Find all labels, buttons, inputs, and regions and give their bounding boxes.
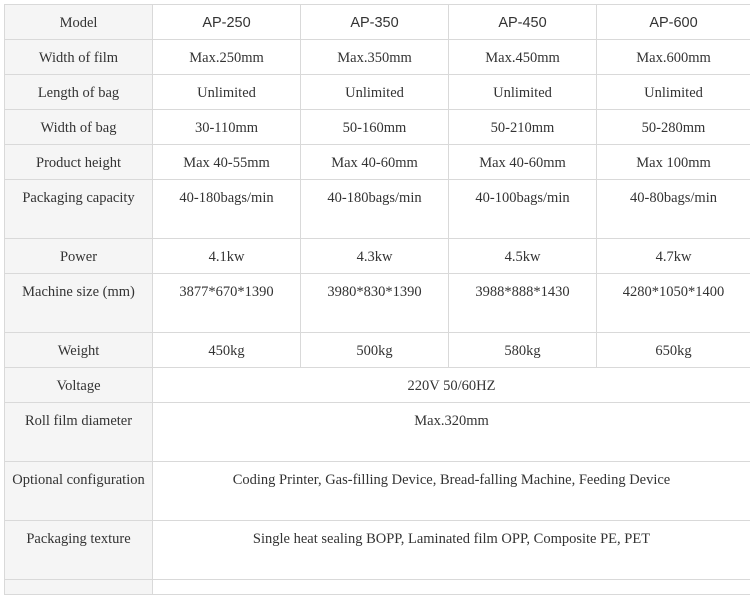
table-row xyxy=(5,75,750,110)
table-row xyxy=(5,521,750,580)
table-cell: Max 40-55mm xyxy=(153,145,301,180)
table-cell: 50-210mm xyxy=(449,110,597,145)
table-cell: 450kg xyxy=(153,333,301,368)
row-label: Packaging capacity xyxy=(5,180,153,239)
table-row xyxy=(5,239,750,274)
table-cell: 4280*1050*1400 xyxy=(597,274,750,333)
table-cell: Unlimited xyxy=(153,75,301,110)
table-cell: Max.450mm xyxy=(449,40,597,75)
table-cell: 4.3kw xyxy=(301,239,449,274)
table-row xyxy=(5,462,750,521)
table-cell: Max.320mm xyxy=(153,403,750,462)
table-cell: 3988*888*1430 xyxy=(449,274,597,333)
table-row xyxy=(5,110,750,145)
table-cell: 650kg xyxy=(597,333,750,368)
table-cell: 3980*830*1390 xyxy=(301,274,449,333)
row-label: Weight xyxy=(5,333,153,368)
table-row xyxy=(5,580,750,595)
table-cell: 30-110mm xyxy=(153,110,301,145)
row-label: Width of bag xyxy=(5,110,153,145)
table-row xyxy=(5,333,750,368)
table-cell: Single heat sealing BOPP, Laminated film OPP, Composite PE, PET xyxy=(153,521,750,580)
row-label: Packaging texture xyxy=(5,521,153,580)
row-label xyxy=(5,580,153,595)
table-row xyxy=(5,145,750,180)
table-cell: Max.600mm xyxy=(597,40,750,75)
table-cell: 500kg xyxy=(301,333,449,368)
table-header-row xyxy=(5,5,750,40)
table-cell: Max.350mm xyxy=(301,40,449,75)
table-cell: Unlimited xyxy=(597,75,750,110)
table-cell: 4.5kw xyxy=(449,239,597,274)
row-label: Power xyxy=(5,239,153,274)
row-label: Width of film xyxy=(5,40,153,75)
table-cell: 4.7kw xyxy=(597,239,750,274)
table-cell: 3877*670*1390 xyxy=(153,274,301,333)
model-ap-250: AP-250 xyxy=(153,5,301,40)
row-label: Product height xyxy=(5,145,153,180)
header-label: Model xyxy=(5,5,153,40)
table-cell: 40-180bags/min xyxy=(153,180,301,239)
table-cell: Unlimited xyxy=(301,75,449,110)
table-cell: 50-160mm xyxy=(301,110,449,145)
table-cell: 580kg xyxy=(449,333,597,368)
spec-table xyxy=(4,4,750,595)
model-ap-600: AP-600 xyxy=(597,5,750,40)
table-row xyxy=(5,40,750,75)
row-label: Roll film diameter xyxy=(5,403,153,462)
table-cell: 40-100bags/min xyxy=(449,180,597,239)
table-cell: 40-80bags/min xyxy=(597,180,750,239)
table-cell: Max.250mm xyxy=(153,40,301,75)
row-label: Optional configuration xyxy=(5,462,153,521)
table-cell: Max 100mm xyxy=(597,145,750,180)
model-ap-350: AP-350 xyxy=(301,5,449,40)
table-cell: Max 40-60mm xyxy=(449,145,597,180)
table-row xyxy=(5,180,750,239)
table-cell: 4.1kw xyxy=(153,239,301,274)
row-label: Machine size (mm) xyxy=(5,274,153,333)
row-label: Voltage xyxy=(5,368,153,403)
table-row xyxy=(5,368,750,403)
table-row xyxy=(5,274,750,333)
table-cell: Unlimited xyxy=(449,75,597,110)
row-label: Length of bag xyxy=(5,75,153,110)
table-cell: Max 40-60mm xyxy=(301,145,449,180)
table-cell xyxy=(153,580,750,595)
table-cell: 40-180bags/min xyxy=(301,180,449,239)
table-row xyxy=(5,403,750,462)
table-cell: 220V 50/60HZ xyxy=(153,368,750,403)
table-cell: 50-280mm xyxy=(597,110,750,145)
table-cell: Coding Printer, Gas-filling Device, Bread-falling Machine, Feeding Device xyxy=(153,462,750,521)
model-ap-450: AP-450 xyxy=(449,5,597,40)
